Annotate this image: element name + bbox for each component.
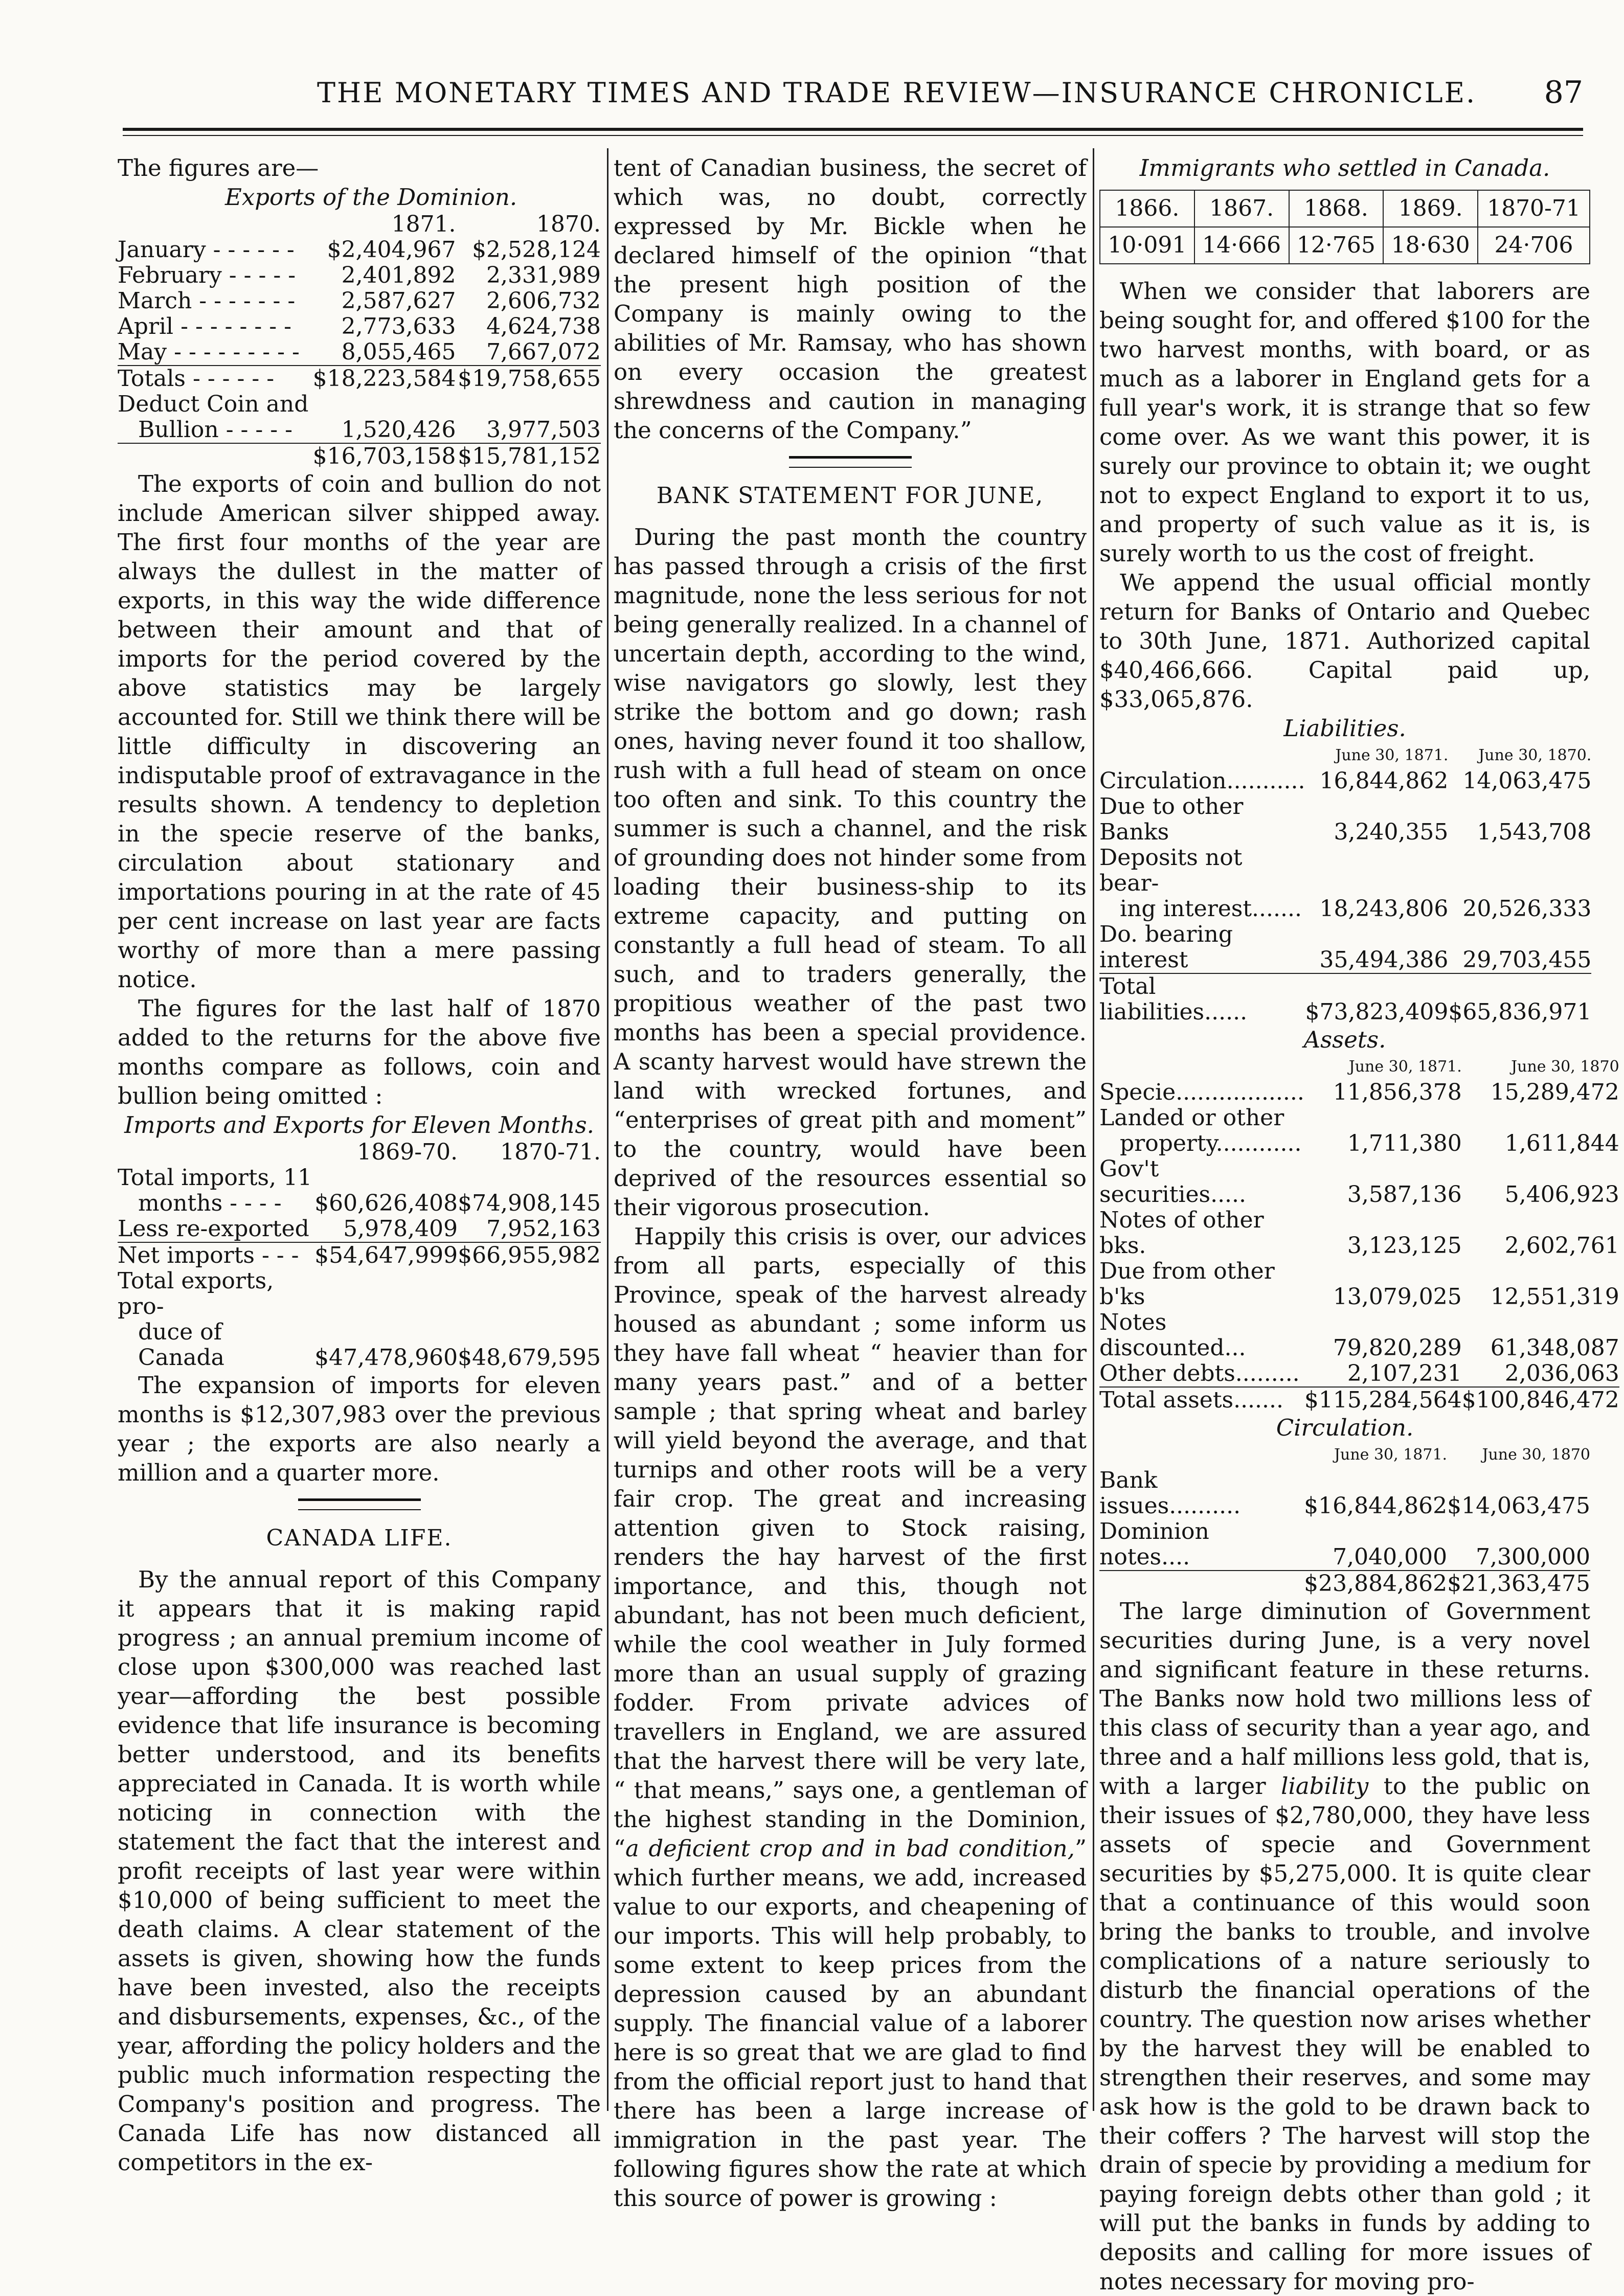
page-number: 87 bbox=[1544, 75, 1583, 110]
col-header: June 30, 1870 bbox=[1482, 1446, 1590, 1464]
table-row bbox=[118, 1268, 601, 1320]
row-label: Less re-exported bbox=[118, 1216, 309, 1242]
table-row bbox=[1099, 1519, 1590, 1571]
cell bbox=[1305, 845, 1449, 896]
cell: $16,844,862 bbox=[1304, 1493, 1448, 1519]
paragraph: We append the usual official montly return for Banks of Ontario and Quebec to 30th June, 1871. Authorized capital $40,466,666. Capital paid up, $33,065,876. bbox=[1099, 569, 1590, 713]
cell bbox=[1462, 1105, 1619, 1131]
cell: $16,703,158 bbox=[311, 443, 456, 469]
text-span: The large diminution of Government securities during June, is a very novel and significant feature in these returns. The Banks now hold two millions less of this class of security than a year ago, and three and a half millions less gold, that is, with a larger bbox=[1099, 1598, 1590, 1800]
cell: 1,711,380 bbox=[1347, 1130, 1462, 1156]
row-label: April - - - - - - - - bbox=[118, 313, 291, 339]
table-row bbox=[118, 1216, 601, 1242]
table-header-row bbox=[1099, 1442, 1590, 1468]
cell: 2,331,989 bbox=[486, 262, 601, 288]
cell: 4,624,738 bbox=[486, 313, 601, 339]
table-row bbox=[1099, 768, 1591, 794]
cell: 1,543,708 bbox=[1477, 819, 1592, 845]
table-row bbox=[1099, 1080, 1619, 1105]
cell: 16,844,862 bbox=[1319, 768, 1449, 794]
column-2 bbox=[614, 153, 1087, 2213]
cell: 2,401,892 bbox=[341, 262, 456, 288]
table-row bbox=[118, 237, 601, 263]
cell: 12,551,319 bbox=[1490, 1284, 1619, 1310]
totals-row bbox=[1099, 973, 1591, 1025]
row-label: Net imports - - - bbox=[118, 1242, 314, 1268]
cell: 3,240,355 bbox=[1334, 819, 1449, 845]
row-label: January - - - - - - bbox=[118, 237, 295, 263]
table-row bbox=[1099, 845, 1591, 896]
row-label: Total exports, pro- bbox=[118, 1268, 274, 1320]
column-divider bbox=[607, 148, 608, 2111]
year-cell: 1870-71 bbox=[1478, 190, 1590, 227]
row-label: Totals - - - - - - bbox=[118, 366, 311, 392]
cell: $2,404,967 bbox=[327, 237, 456, 263]
cell: 2,107,231 bbox=[1347, 1360, 1462, 1386]
section-ornament bbox=[298, 1498, 421, 1510]
cell: 3,587,136 bbox=[1347, 1181, 1462, 1208]
text-span-italic: a deficient crop and in bad condition, bbox=[625, 1835, 1075, 1862]
paragraph: The figures for the last half of 1870 added to the returns for the above five months compare as follows, coin and bullion being omitted : bbox=[118, 995, 601, 1109]
col-header: 1870. bbox=[536, 211, 601, 237]
table-header-row bbox=[1099, 743, 1591, 768]
table-row bbox=[1099, 1105, 1619, 1131]
paragraph: When we consider that laborers are being sought for, and offered $100 for the two harvest months, with board, or as much as a laborer in England gets for a full year's work, it is strange that so few come over. As we want this power, it is surely our province to obtain it; we ought not to expect England to export it to us, and property of such value as it is, is surely worth to us the cost of freight. bbox=[1099, 278, 1590, 567]
cell: 11,856,378 bbox=[1333, 1079, 1462, 1105]
row-label: Dominion notes.... bbox=[1099, 1518, 1209, 1570]
cell: $100,846,472 bbox=[1461, 1387, 1619, 1413]
row-label: Gov't securities..... bbox=[1099, 1156, 1247, 1208]
cell: 5,978,409 bbox=[343, 1216, 458, 1242]
section-ornament bbox=[789, 456, 912, 468]
table-row bbox=[1099, 1156, 1619, 1208]
paragraph: tent of Canadian business, the secret of which was, no doubt, correctly expressed by Mr. Bickle when he declared himself of the opinion “that the present high position of the Company is mainly owing to the abilities of Mr. Ramsay, who has shown on every occasion the greatest shrewdness and caution in managing the concerns of the Company.” bbox=[614, 154, 1087, 444]
table-row bbox=[118, 392, 601, 417]
cell: 3,123,125 bbox=[1347, 1233, 1462, 1259]
col-header: June 30, 1870. bbox=[1478, 746, 1592, 764]
exports-table-title: Exports of the Dominion. bbox=[225, 184, 517, 211]
cell: 7,667,072 bbox=[486, 339, 601, 365]
cell: $66,955,982 bbox=[458, 1242, 601, 1268]
immigrants-table bbox=[1099, 190, 1590, 264]
paragraph: The exports of coin and bullion do not include American silver shipped away. The first four months of the year are always the dullest in the matter of exports, in this way the wide difference between their amount and that of imports for the period covered by the above statistics may be largely accounted for. Still we think there will be little difficulty in discovering an indisputable proof of extravagance in the results shown. A tendency to depletion in the specie reserve of the banks, circulation about stationary and importations pouring in at the rate of 45 per cent increase on last year are facts worthy of more than a mere passing notice. bbox=[118, 470, 601, 993]
row-label: property............ bbox=[1120, 1130, 1302, 1156]
table-row bbox=[1099, 1208, 1619, 1259]
cell: $115,284,564 bbox=[1304, 1387, 1462, 1413]
table-header-row bbox=[1099, 1054, 1619, 1080]
col-header: June 30, 1871. bbox=[1348, 1058, 1462, 1076]
table-row bbox=[1099, 1259, 1619, 1310]
col-header: 1871. bbox=[391, 211, 456, 237]
paragraph: By the annual report of this Company it appears that it is making rapid progress ; an annual premium income of close upon $300,000 was reached last year—affording the best possible evidence that life insurance is becoming better understood, and its benefits appreciated in Canada. It is worth while noticing in connection with the statement the fact that the interest and profit receipts of last year were within $10,000 of being sufficient to meet the death claims. A clear statement of the assets is given, showing how the funds have been invested, also the receipts and disbursements, expenses, &c., of the year, affording the policy holders and the public much information respecting the Company's position and progress. The Canada Life has now distanced all competitors in the ex- bbox=[118, 1566, 601, 2176]
col-header: June 30, 1871. bbox=[1335, 746, 1449, 764]
exports-table bbox=[118, 212, 601, 469]
row-label: Total assets....... bbox=[1099, 1387, 1304, 1413]
cell: $15,781,152 bbox=[456, 443, 601, 469]
table-row bbox=[118, 339, 601, 366]
table-row bbox=[118, 314, 601, 339]
column-3 bbox=[1099, 153, 1619, 2296]
cell: $23,884,862 bbox=[1304, 1571, 1448, 1597]
cell: $48,679,595 bbox=[458, 1345, 601, 1371]
table-row bbox=[118, 263, 601, 288]
column-1 bbox=[118, 153, 601, 2177]
table-header-row bbox=[1100, 190, 1590, 227]
year-cell: 1868. bbox=[1289, 190, 1384, 227]
assets-title: Assets. bbox=[1303, 1026, 1386, 1053]
row-label: Due to other Banks bbox=[1099, 793, 1244, 845]
cell: 8,055,465 bbox=[341, 339, 456, 365]
cell: 2,587,627 bbox=[341, 288, 456, 314]
circulation-title: Circulation. bbox=[1276, 1414, 1414, 1441]
imports-table-title: Imports and Exports for Eleven Months. bbox=[124, 1111, 594, 1139]
net-imports-row bbox=[118, 1242, 601, 1268]
cell: 79,820,289 bbox=[1333, 1335, 1462, 1361]
count-cell: 18·630 bbox=[1383, 227, 1478, 264]
paragraph bbox=[1099, 1597, 1590, 2296]
table-row bbox=[1099, 794, 1591, 845]
net-row bbox=[118, 443, 601, 469]
row-label: Notes discounted... bbox=[1099, 1309, 1246, 1361]
cell: 2,036,063 bbox=[1504, 1360, 1619, 1386]
table-header-row bbox=[118, 1140, 601, 1165]
cell: 61,348,087 bbox=[1490, 1335, 1619, 1361]
cell: 5,406,923 bbox=[1504, 1181, 1619, 1208]
table-row bbox=[1099, 1310, 1619, 1361]
journal-title: THE MONETARY TIMES AND TRADE REVIEW—INSURANCE CHRONICLE. bbox=[317, 77, 1477, 109]
paragraph: The expansion of imports for eleven months is $12,307,983 over the previous year ; the exports are also nearly a million and a quarter more. bbox=[118, 1372, 601, 1486]
section-heading: CANADA LIFE. bbox=[266, 1525, 453, 1551]
assets-table bbox=[1099, 1054, 1619, 1413]
header-rule-thin bbox=[123, 135, 1583, 136]
cell: $73,823,409 bbox=[1305, 973, 1449, 1025]
table-row bbox=[118, 1320, 601, 1371]
cell: 2,602,761 bbox=[1504, 1233, 1619, 1259]
row-label: Other debts......... bbox=[1099, 1360, 1300, 1386]
cell bbox=[314, 1165, 458, 1191]
cell: $54,647,999 bbox=[314, 1242, 458, 1268]
table-header-row bbox=[118, 212, 601, 237]
table-row bbox=[1099, 1131, 1619, 1156]
cell: 7,952,163 bbox=[486, 1216, 601, 1242]
cell bbox=[1448, 845, 1591, 896]
cell: 7,040,000 bbox=[1333, 1544, 1448, 1570]
cell: $19,758,655 bbox=[456, 366, 601, 392]
paragraph bbox=[614, 1222, 1087, 2213]
paragraph: During the past month the country has passed through a crisis of the first magnitude, none the less serious for not being generally realized. In a channel of uncertain depth, according to the wind, wise navigators go slowly, lest they strike the bottom and go down; rash ones, having never found it too shallow, rush with a full head of steam on once too often and sink. To this country the summer is such a channel, and the risk of grounding does not hinder some from loading their business-ship to its extreme capacity, and putting on constantly a full head of steam. To all such, and to traders generally, the propitious weather of the past two months has been a special providence. A scanty harvest would have strewn the land with wrecked fortunes, and “enterprises of great pith and moment” to the country, would have been deprived of the resources essential so their vigorous prosecution. bbox=[614, 524, 1087, 1221]
row-label: Bank issues.......... bbox=[1099, 1467, 1241, 1519]
row-label: Do. bearing interest bbox=[1099, 921, 1233, 973]
cell: $60,626,408 bbox=[314, 1190, 458, 1216]
totals-row bbox=[1099, 1571, 1590, 1597]
row-label: Due from other b'ks bbox=[1099, 1258, 1275, 1310]
cell: 1,520,426 bbox=[341, 417, 456, 443]
cell: $21,363,475 bbox=[1447, 1571, 1590, 1597]
liabilities-table bbox=[1099, 743, 1591, 1025]
row-label: Deposits not bear- bbox=[1099, 845, 1243, 896]
immigrants-title: Immigrants who settled in Canada. bbox=[1139, 154, 1550, 181]
cell: 1,611,844 bbox=[1504, 1130, 1619, 1156]
count-cell: 12·765 bbox=[1289, 227, 1384, 264]
table-row bbox=[1099, 896, 1591, 922]
count-cell: 24·706 bbox=[1478, 227, 1590, 264]
year-cell: 1869. bbox=[1383, 190, 1478, 227]
table-row bbox=[1099, 922, 1591, 973]
row-label: February - - - - - bbox=[118, 262, 296, 288]
col-header: 1870-71. bbox=[500, 1139, 601, 1165]
row-label: March - - - - - - - bbox=[118, 288, 296, 314]
cell: 2,773,633 bbox=[341, 313, 456, 339]
cell bbox=[1304, 1105, 1462, 1131]
count-cell: 14·666 bbox=[1194, 227, 1289, 264]
cell: 35,494,386 bbox=[1319, 947, 1449, 973]
column-divider bbox=[1093, 148, 1094, 2111]
col-header: June 30, 1871. bbox=[1334, 1446, 1448, 1464]
row-label: Bullion - - - - - bbox=[138, 417, 292, 443]
row-label: Total imports, 11 bbox=[118, 1165, 312, 1191]
text-span: to the public on their issues of $2,780,000, they have less assets of specie and Government securities by $5,275,000. It is quite clear that a continuance of this would soon bring the banks to trouble, and involve complications of a nature seriously to disturb the financial operations of the country. The question now arises whether by the harvest they will be enabled to strengthen their reserves, and some may ask how is the gold to be drawn back to their coffers ? The harvest will stop the drain of specie by providing a medium for paying foreign debts other than gold ; it will put the banks in funds by adding to deposits and calling for more issues of notes necessary for moving pro- bbox=[1099, 1772, 1590, 2295]
cell: 14,063,475 bbox=[1462, 768, 1592, 794]
table-row bbox=[118, 417, 601, 443]
text-span-italic: liability bbox=[1281, 1772, 1369, 1800]
col-header: 1869-70. bbox=[357, 1139, 458, 1165]
section-heading: BANK STATEMENT FOR JUNE, bbox=[656, 483, 1044, 509]
imports-table bbox=[118, 1140, 601, 1371]
intro-text: The figures are— bbox=[118, 154, 319, 181]
row-label: ing interest....... bbox=[1120, 896, 1302, 922]
cell: $2,528,124 bbox=[472, 237, 601, 263]
text-span: ” which further means, we add, increased value to our exports, and cheapening of our imports. This will help probably, to some extent to keep prices from the depression caused by an abundant supply. The financial value of a laborer here is so great that we are glad to find from the official report just to hand that there has been a large increase of immigration in the past year. The following figures show the rate at which this source of power is growing : bbox=[614, 1835, 1087, 2212]
row-label: May - - - - - - - - - bbox=[118, 339, 300, 365]
table-row bbox=[1100, 227, 1590, 264]
cell bbox=[458, 1165, 601, 1191]
row-label: Circulation........... bbox=[1099, 768, 1305, 794]
row-label: Deduct Coin and bbox=[118, 391, 309, 417]
table-row bbox=[118, 288, 601, 314]
row-label: duce of Canada bbox=[138, 1319, 224, 1371]
totals-row bbox=[118, 366, 601, 392]
row-label: Landed or other bbox=[1099, 1105, 1284, 1131]
cell: 3,977,503 bbox=[486, 417, 601, 443]
cell: 15,289,472 bbox=[1490, 1079, 1619, 1105]
cell: 18,243,806 bbox=[1319, 896, 1449, 922]
row-label: Total liabilities...... bbox=[1099, 973, 1305, 1025]
row-label: Specie.................. bbox=[1099, 1079, 1304, 1105]
table-row bbox=[1099, 1468, 1590, 1519]
cell: 29,703,455 bbox=[1462, 947, 1592, 973]
row-label: months - - - - bbox=[138, 1190, 282, 1216]
liabilities-title: Liabilities. bbox=[1283, 715, 1406, 742]
circulation-table bbox=[1099, 1442, 1590, 1597]
cell: $18,223,584 bbox=[311, 366, 456, 392]
cell: $65,836,971 bbox=[1448, 973, 1591, 1025]
table-row bbox=[118, 1191, 601, 1216]
cell: 7,300,000 bbox=[1476, 1544, 1590, 1570]
cell: $47,478,960 bbox=[314, 1345, 458, 1371]
cell: $14,063,475 bbox=[1447, 1493, 1590, 1519]
cell: 2,606,732 bbox=[486, 288, 601, 314]
totals-row bbox=[1099, 1387, 1619, 1413]
header-rule bbox=[123, 128, 1583, 131]
cell: 20,526,333 bbox=[1462, 896, 1592, 922]
year-cell: 1866. bbox=[1100, 190, 1194, 227]
table-row bbox=[1099, 1361, 1619, 1387]
col-header: June 30, 1870 bbox=[1511, 1058, 1619, 1076]
row-label: Notes of other bks. bbox=[1099, 1207, 1264, 1259]
text-span: Happily this crisis is over, our advices from all parts, especially of this Province, speak of the harvest already housed as abundant ; some inform us they have fall wheat “ heavier than for many years past.” and of a better sample ; that spring wheat and barley will yield beyond the average, and that turnips and other roots will be a very fair crop. The great and increasing attention given to Stock raising, renders the hay harvest of the first importance, and this, though not abundant, has not been much deficient, while the cool weather in July formed more than an usual supply of grazing fodder. From private advices of travellers in England, we are assured that the harvest there will be very late, “ that means,” says one, a gentleman of the highest standing in the Dominion, “ bbox=[614, 1223, 1087, 1862]
table-row bbox=[118, 1165, 601, 1191]
year-cell: 1867. bbox=[1194, 190, 1289, 227]
cell: 13,079,025 bbox=[1333, 1284, 1462, 1310]
cell: $74,908,145 bbox=[458, 1190, 601, 1216]
page-header bbox=[123, 77, 1583, 112]
count-cell: 10·091 bbox=[1100, 227, 1194, 264]
